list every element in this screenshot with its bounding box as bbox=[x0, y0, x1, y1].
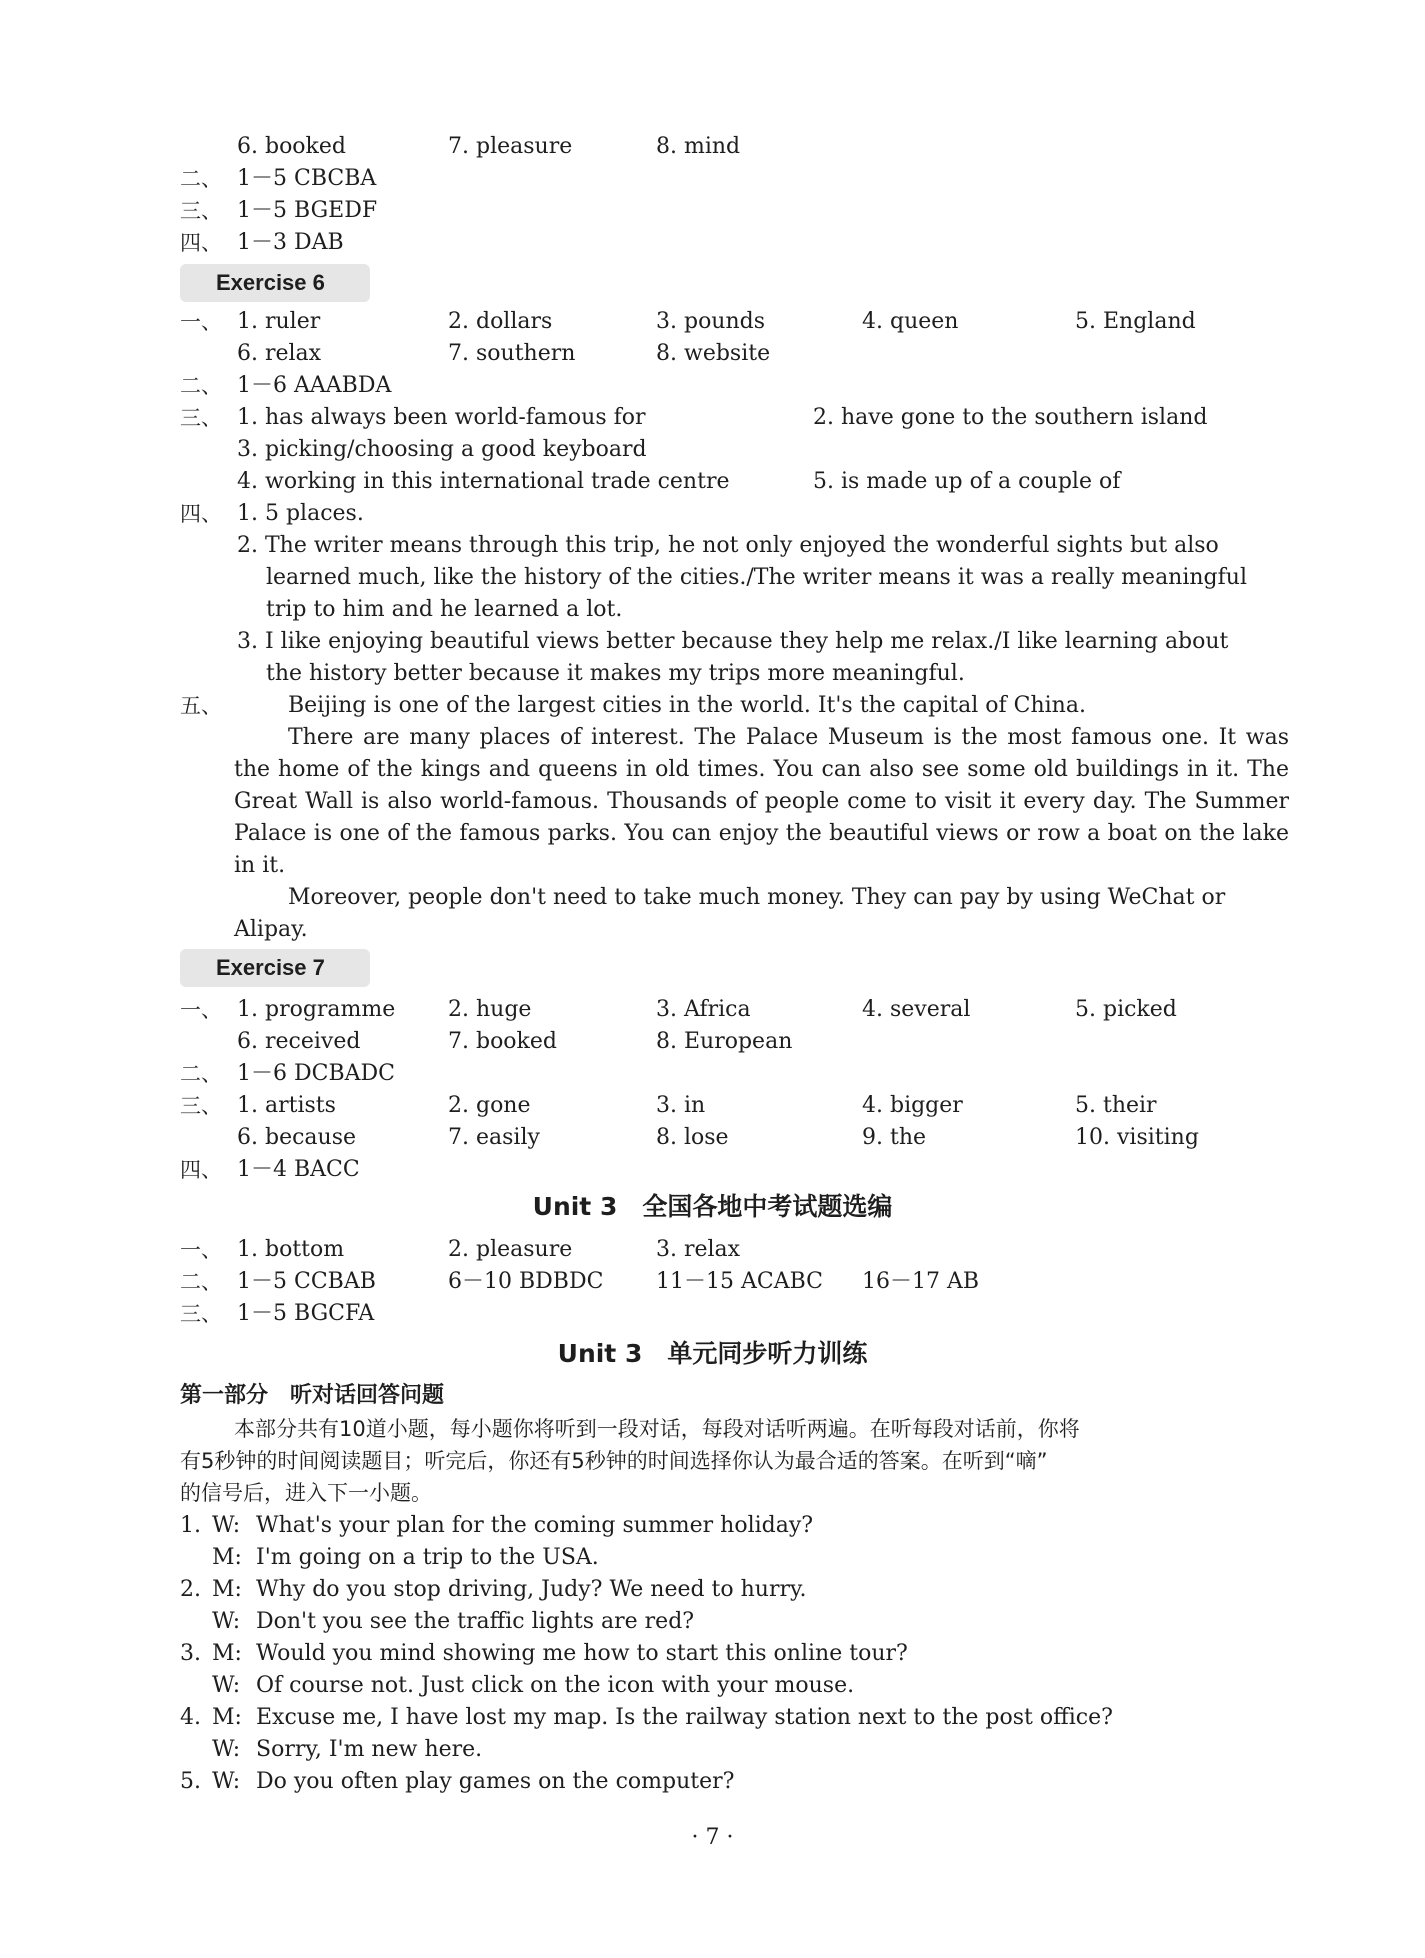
answer-item: 2. gone bbox=[448, 1093, 531, 1118]
answer-item: 1－5 CBCBA bbox=[237, 166, 377, 191]
part-label: 四、 bbox=[180, 231, 222, 255]
section-title: Unit 3 全国各地中考试题选编 bbox=[532, 1192, 893, 1221]
part-label: 五、 bbox=[180, 694, 222, 718]
dialogue-line: 2. M: Why do you stop driving, Judy? We need to hurry. bbox=[180, 1577, 807, 1602]
part-label: 二、 bbox=[180, 167, 222, 191]
part-heading: 第一部分 听对话回答问题 bbox=[180, 1383, 445, 1408]
answer-item: 3. picking/choosing a good keyboard bbox=[237, 437, 647, 462]
answer-item: 8. European bbox=[656, 1029, 793, 1054]
answer-item: 3. in bbox=[656, 1093, 706, 1118]
essay-paragraph: There are many places of interest. The Palace Museum is the most famous one. It was the home of the kings and queens in old times. You can also see some old buildings in it. The Great Wall is also world-famous. Thousands of people come to visit it every day. The Summer Palace is one of the famous parks. You can enjoy the beautiful views or row a boat on the lake in it. bbox=[234, 725, 1289, 878]
part-label: 三、 bbox=[180, 1094, 222, 1118]
part-label: 二、 bbox=[180, 1270, 222, 1294]
dialogue-line: W: Sorry, I'm new here. bbox=[212, 1737, 483, 1762]
answer-item: 8. website bbox=[656, 341, 771, 366]
answer-item: 1. artists bbox=[237, 1093, 336, 1118]
exercise-6-heading: Exercise 6 bbox=[180, 264, 370, 302]
answer-item: 6. because bbox=[237, 1125, 357, 1150]
answer-item: 1. ruler bbox=[237, 309, 321, 334]
answer-item: 2. have gone to the southern island bbox=[813, 405, 1208, 430]
answer-item: 7. southern bbox=[448, 341, 576, 366]
answer-text: learned much, like the history of the cities./The writer means it was a really meaningful bbox=[266, 565, 1247, 590]
answer-item: 1. bottom bbox=[237, 1237, 345, 1262]
essay-line: Beijing is one of the largest cities in the world. It's the capital of China. bbox=[288, 693, 1086, 718]
answer-text: trip to him and he learned a lot. bbox=[266, 597, 623, 622]
answer-item: 6. relax bbox=[237, 341, 322, 366]
answer-item: 5. their bbox=[1075, 1093, 1157, 1118]
answer-item: 10. visiting bbox=[1075, 1125, 1199, 1150]
answer-item: 6－10 BDBDC bbox=[448, 1269, 604, 1294]
dialogue-line: W: Of course not. Just click on the icon with your mouse. bbox=[212, 1673, 855, 1698]
answer-item: 1－5 BGCFA bbox=[237, 1301, 375, 1326]
section-title: Unit 3 单元同步听力训练 bbox=[557, 1339, 868, 1368]
instructions-line: 的信号后，进入下一小题。 bbox=[180, 1481, 432, 1505]
answer-item: 9. the bbox=[862, 1125, 927, 1150]
answer-item: 1. 5 places. bbox=[237, 501, 364, 526]
answer-item: 8. lose bbox=[656, 1125, 729, 1150]
exercise-7-heading: Exercise 7 bbox=[180, 949, 370, 987]
dialogue-list bbox=[180, 1510, 1330, 1798]
answer-item: 6. booked bbox=[237, 134, 346, 159]
part-label: 一、 bbox=[180, 310, 222, 334]
answer-item: 1－4 BACC bbox=[237, 1157, 360, 1182]
instructions-line: 有5秒钟的时间阅读题目；听完后，你还有5秒钟的时间选择你认为最合适的答案。在听到“嘀” bbox=[180, 1449, 1048, 1473]
part-label: 二、 bbox=[180, 1062, 222, 1086]
answer-item: 7. booked bbox=[448, 1029, 557, 1054]
answer-item: 4. bigger bbox=[862, 1093, 963, 1118]
answer-item: 2. dollars bbox=[448, 309, 553, 334]
answer-item: 4. several bbox=[862, 997, 971, 1022]
answer-item: 1－6 DCBADC bbox=[237, 1061, 395, 1086]
answer-item: 2. pleasure bbox=[448, 1237, 573, 1262]
answer-text: the history better because it makes my trips more meaningful. bbox=[266, 661, 965, 686]
answer-text: 3. I like enjoying beautiful views better because they help me relax./I like learning about bbox=[237, 629, 1229, 654]
answer-text: 2. The writer means through this trip, he not only enjoyed the wonderful sights but also bbox=[237, 533, 1219, 558]
part-label: 一、 bbox=[180, 1238, 222, 1262]
answer-item: 5. England bbox=[1075, 309, 1196, 334]
part-label: 二、 bbox=[180, 374, 222, 398]
part-label: 四、 bbox=[180, 502, 222, 526]
answer-item: 3. pounds bbox=[656, 309, 766, 334]
answer-item: 4. queen bbox=[862, 309, 959, 334]
answer-item: 1. has always been world-famous for bbox=[237, 405, 646, 430]
answer-item: 1. programme bbox=[237, 997, 396, 1022]
answer-item: 3. Africa bbox=[656, 997, 751, 1022]
part-label: 一、 bbox=[180, 998, 222, 1022]
answer-item: 1－5 BGEDF bbox=[237, 198, 378, 223]
answer-item: 2. huge bbox=[448, 997, 532, 1022]
answer-item: 4. working in this international trade centre bbox=[237, 469, 730, 494]
page-number: · 7 · bbox=[691, 1825, 734, 1850]
essay-paragraph: Moreover, people don't need to take much money. They can pay by using WeChat or Alipay. bbox=[234, 885, 1226, 942]
dialogue-line: 1. W: What's your plan for the coming summer holiday? bbox=[180, 1513, 814, 1538]
part-label: 四、 bbox=[180, 1158, 222, 1182]
instructions-line: 本部分共有10道小题，每小题你将听到一段对话，每段对话听两遍。在听每段对话前，你将 bbox=[234, 1417, 1080, 1441]
dialogue-line: 5. W: Do you often play games on the computer? bbox=[180, 1769, 735, 1794]
answer-item: 7. easily bbox=[448, 1125, 540, 1150]
part-label: 三、 bbox=[180, 199, 222, 223]
answer-item: 8. mind bbox=[656, 134, 741, 159]
part-label: 三、 bbox=[180, 1302, 222, 1326]
answer-item: 1－5 CCBAB bbox=[237, 1269, 376, 1294]
answer-item: 6. received bbox=[237, 1029, 361, 1054]
answer-item: 3. relax bbox=[656, 1237, 741, 1262]
dialogue-line: M: I'm going on a trip to the USA. bbox=[212, 1545, 599, 1570]
answer-item: 1－3 DAB bbox=[237, 230, 344, 255]
dialogue-line: 4. M: Excuse me, I have lost my map. Is the railway station next to the post office? bbox=[180, 1705, 1113, 1730]
dialogue-line: 3. M: Would you mind showing me how to start this online tour? bbox=[180, 1641, 908, 1666]
answer-item: 1－6 AAABDA bbox=[237, 373, 392, 398]
answer-item: 11－15 ACABC bbox=[656, 1269, 823, 1294]
answer-item: 5. is made up of a couple of bbox=[813, 469, 1121, 494]
answer-item: 16－17 AB bbox=[862, 1269, 980, 1294]
answer-item: 7. pleasure bbox=[448, 134, 573, 159]
part-label: 三、 bbox=[180, 406, 222, 430]
dialogue-line: W: Don't you see the traffic lights are red? bbox=[212, 1609, 695, 1634]
answer-item: 5. picked bbox=[1075, 997, 1177, 1022]
